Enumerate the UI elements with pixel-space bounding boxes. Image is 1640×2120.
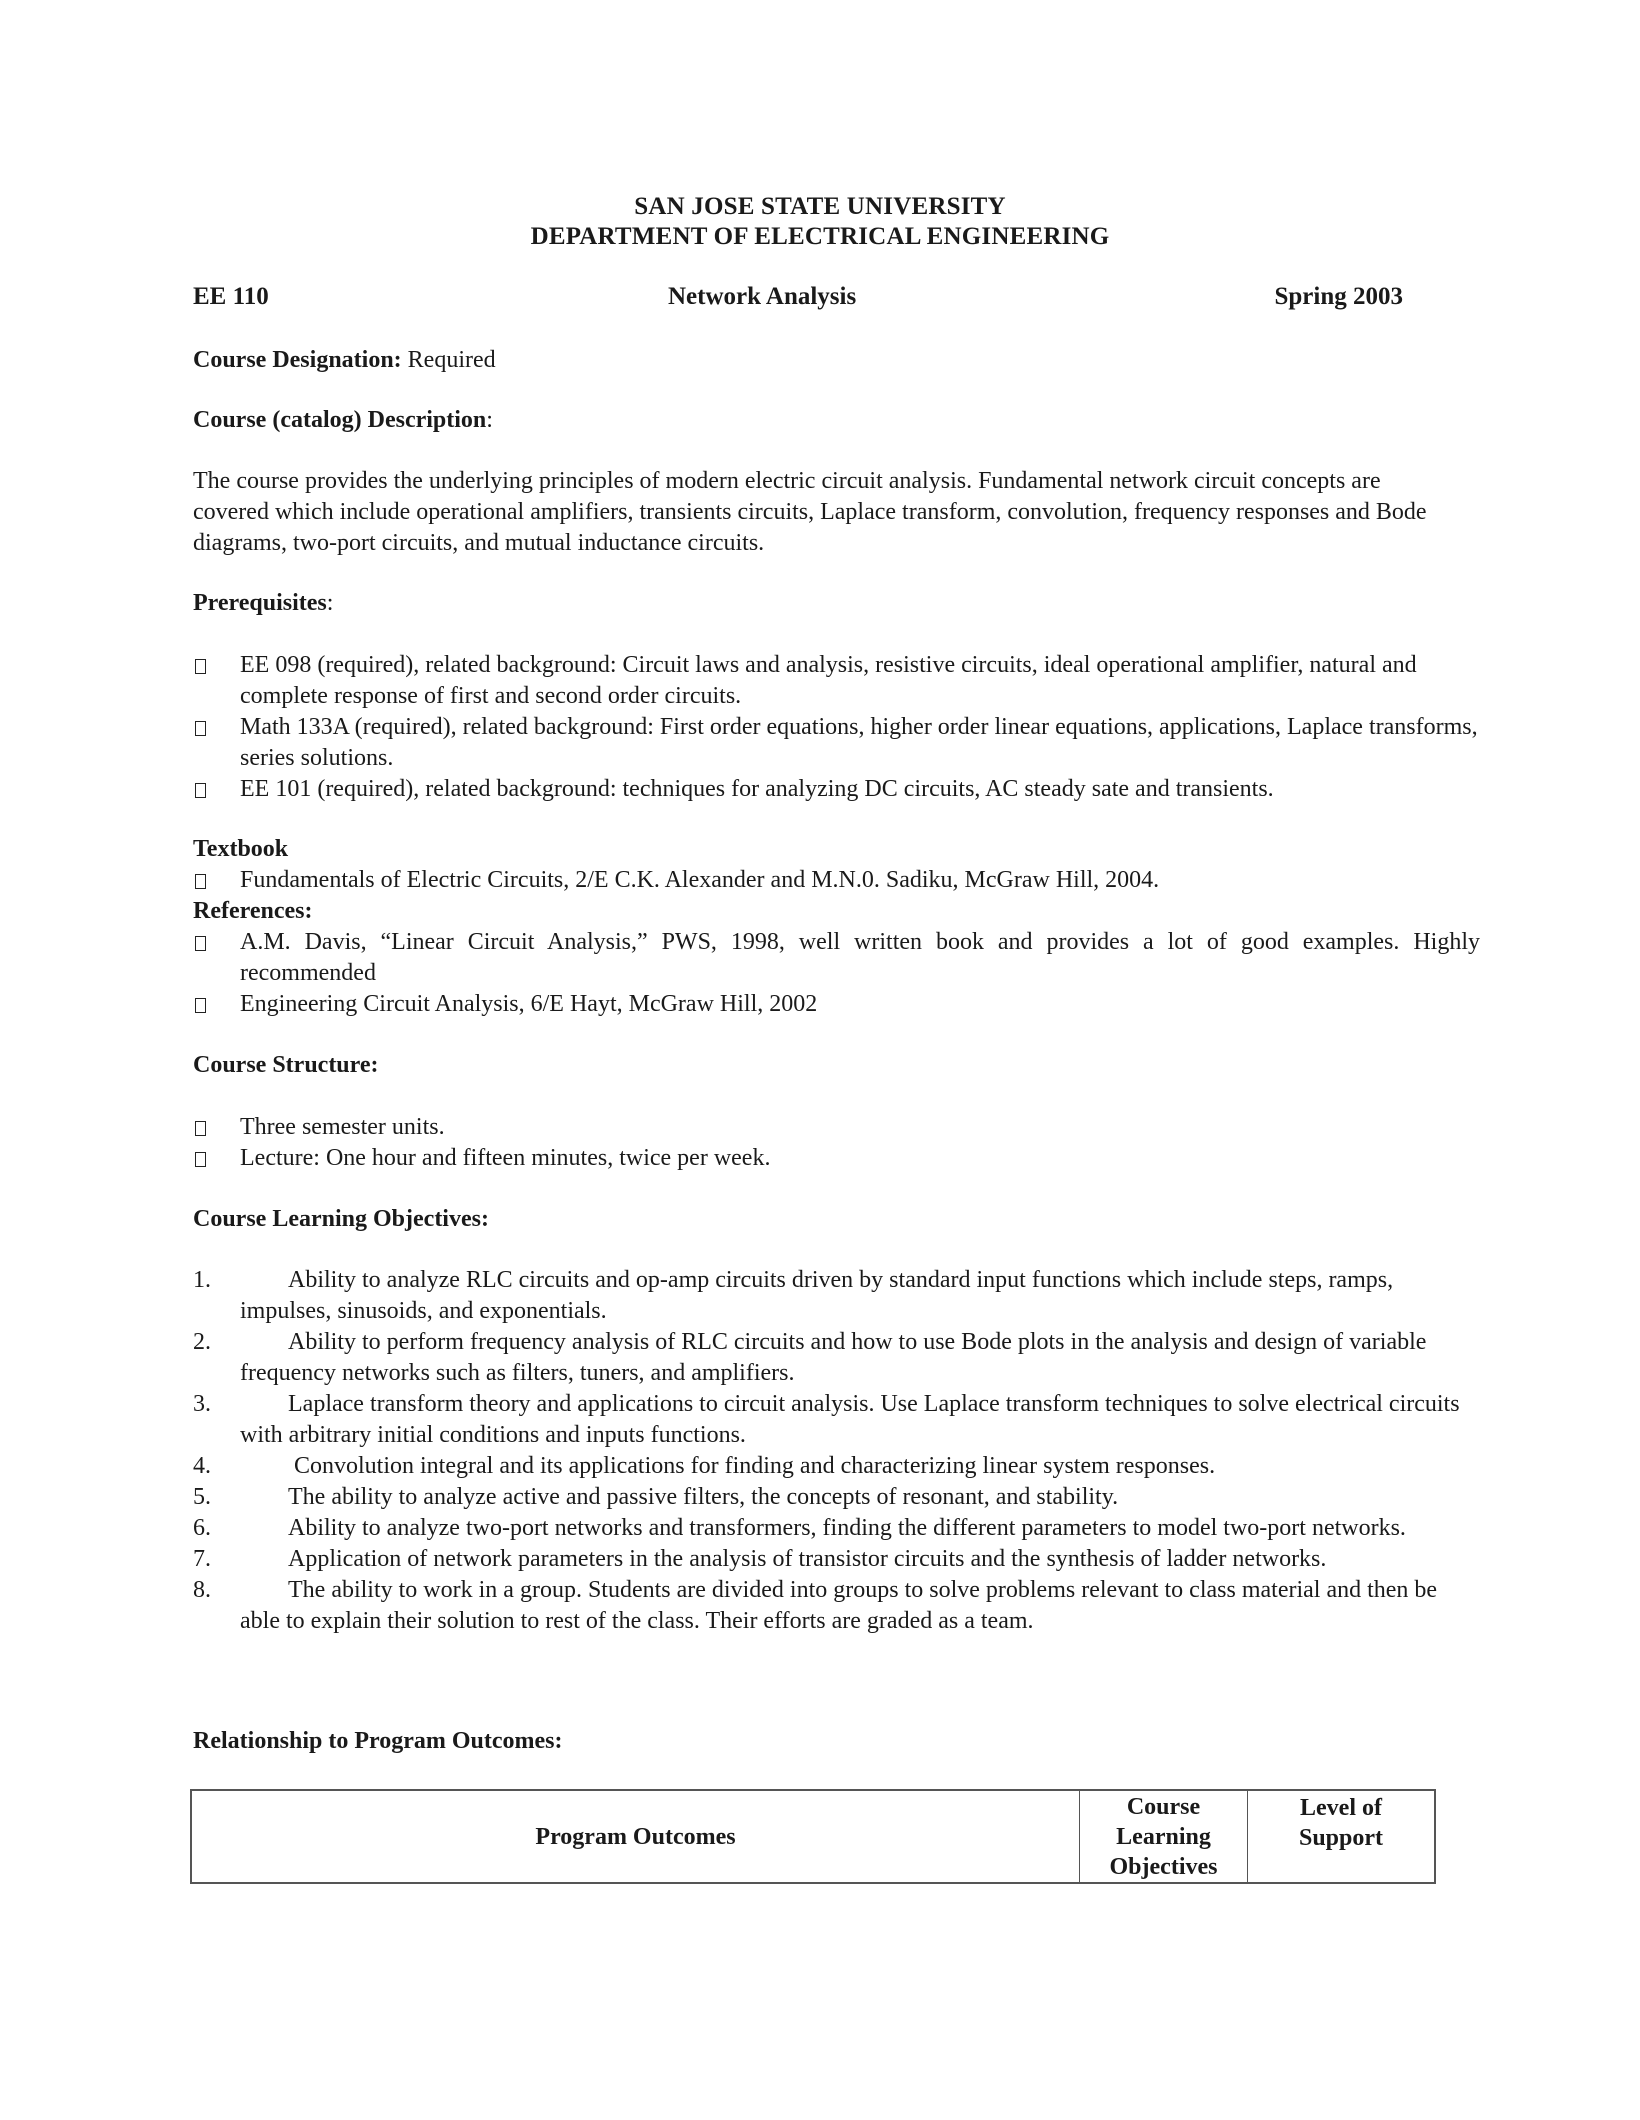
structure-heading: Course Structure: <box>193 1052 379 1078</box>
list-item <box>193 1482 1480 1513</box>
list-item <box>193 1143 1480 1174</box>
checkbox-bullet-icon <box>195 998 206 1013</box>
table-header-row <box>191 1790 1435 1883</box>
checkbox-bullet-icon <box>195 783 206 798</box>
level-of-support-header <box>1248 1790 1436 1883</box>
objectives-list <box>193 1265 1480 1637</box>
list-item-number: 3. <box>193 1391 211 1417</box>
header-line: Support <box>1298 1825 1384 1851</box>
course-term: Spring 2003 <box>1274 283 1403 310</box>
outcomes-heading: Relationship to Program Outcomes: <box>193 1728 563 1754</box>
course-objectives-header <box>1080 1790 1248 1883</box>
course-title: Network Analysis <box>668 283 857 310</box>
checkbox-bullet-icon <box>195 874 206 889</box>
list-item-text: A.M. Davis, “Linear Circuit Analysis,” PWS, 1998, well written book and provides a lot of good examples. Highly recommended <box>240 929 1480 986</box>
checkbox-bullet-icon <box>195 1152 206 1167</box>
header-line: Course <box>1126 1793 1201 1820</box>
list-item <box>193 865 1480 896</box>
university-name: SAN JOSE STATE UNIVERSITY <box>634 193 1006 220</box>
list-item-number: 5. <box>193 1484 211 1510</box>
course-code: EE 110 <box>193 283 269 310</box>
list-item-number: 4. <box>193 1453 211 1479</box>
list-item <box>193 1451 1480 1482</box>
list-item-text: Lecture: One hour and fifteen minutes, twice per week. <box>240 1145 771 1171</box>
description-text: The course provides the underlying principles of modern electric circuit analysis. Fundamental network circuit concepts are covered which include operational amplifiers, transients circuits, Laplace transform, convolution, frequency responses and Bode diagrams, two-port circuits, and mutual inductance circuits. <box>193 468 1427 556</box>
outcomes-table <box>190 1789 1436 1884</box>
course-designation <box>193 345 496 376</box>
textbook-list <box>193 865 1480 896</box>
checkbox-bullet-icon <box>195 659 206 674</box>
header-line: Level of <box>1300 1795 1382 1821</box>
list-item-text: Fundamentals of Electric Circuits, 2/E C.K. Alexander and M.N.0. Sadiku, McGraw Hill, 2004. <box>240 867 1160 893</box>
list-item-number: 6. <box>193 1515 211 1541</box>
list-item-text: Ability to perform frequency analysis of RLC circuits and how to use Bode plots in the analysis and design of variable frequency networks such as filters, tuners, and amplifiers. <box>240 1329 1427 1386</box>
list-item-text: Laplace transform theory and applications to circuit analysis. Use Laplace transform techniques to solve electrical circuits with arbitrary initial conditions and inputs functions. <box>240 1391 1460 1448</box>
list-item <box>193 927 1480 989</box>
list-item <box>193 774 1480 805</box>
list-item-number: 7. <box>193 1546 211 1572</box>
prerequisites-colon: : <box>326 590 334 616</box>
prerequisites-heading <box>193 588 333 619</box>
designation-value: Required <box>401 347 496 373</box>
list-item <box>193 1575 1480 1637</box>
description-label: Course (catalog) Description <box>193 407 487 433</box>
checkbox-bullet-icon <box>195 1121 206 1136</box>
list-item-text: EE 098 (required), related background: Circuit laws and analysis, resistive circuits, ideal operational amplifier, natural and complete response of first and second order circuits. <box>240 652 1417 709</box>
list-item <box>193 1513 1480 1544</box>
list-item-text: The ability to work in a group. Students are divided into groups to solve problems relevant to class material and then be able to explain their solution to rest of the class. Their efforts are graded as a team. <box>240 1577 1438 1634</box>
list-item-text: Math 133A (required), related background: First order equations, higher order linear equations, applications, Laplace transforms, series solutions. <box>240 714 1478 771</box>
prerequisites-label: Prerequisites <box>193 590 327 616</box>
list-item-number: 8. <box>193 1577 211 1603</box>
list-item-text: EE 101 (required), related background: techniques for analyzing DC circuits, AC steady sate and transients. <box>240 776 1274 802</box>
list-item-text: Engineering Circuit Analysis, 6/E Hayt, McGraw Hill, 2002 <box>240 991 818 1017</box>
objectives-heading: Course Learning Objectives: <box>193 1206 489 1232</box>
description-heading <box>193 405 493 436</box>
list-item <box>193 1265 1480 1327</box>
list-item <box>193 1389 1480 1451</box>
list-item-number: 1. <box>193 1267 211 1293</box>
designation-label: Course Designation: <box>193 347 402 373</box>
list-item <box>193 650 1480 712</box>
list-item <box>193 1327 1480 1389</box>
list-item-text: Ability to analyze RLC circuits and op-amp circuits driven by standard input functions which include steps, ramps, impulses, sinusoids, and exponentials. <box>240 1267 1394 1324</box>
list-item <box>193 712 1480 774</box>
course-info-row <box>193 283 1403 317</box>
list-item-number: 2. <box>193 1329 211 1355</box>
list-item <box>193 1544 1480 1575</box>
list-item-text: The ability to analyze active and passive filters, the concepts of resonant, and stability. <box>288 1484 1119 1510</box>
list-item <box>193 989 1480 1020</box>
list-item-text: Ability to analyze two-port networks and transformers, finding the different parameters to model two-port networks. <box>288 1515 1406 1541</box>
program-outcomes-header: Program Outcomes <box>191 1790 1080 1883</box>
list-item-text: Convolution integral and its applications for finding and characterizing linear system responses. <box>288 1453 1216 1479</box>
prerequisites-list <box>193 650 1480 805</box>
textbook-heading: Textbook <box>193 836 289 862</box>
department-name: DEPARTMENT OF ELECTRICAL ENGINEERING <box>530 223 1110 250</box>
checkbox-bullet-icon <box>195 721 206 736</box>
references-heading: References: <box>193 898 313 924</box>
header-line: Learning <box>1116 1823 1211 1850</box>
checkbox-bullet-icon <box>195 936 206 951</box>
structure-list <box>193 1112 1480 1174</box>
list-item-text: Three semester units. <box>240 1114 445 1140</box>
description-colon: : <box>486 407 493 433</box>
header-line: Objectives <box>1109 1853 1218 1880</box>
references-list <box>193 927 1480 1020</box>
list-item-text: Application of network parameters in the analysis of transistor circuits and the synthesis of ladder networks. <box>288 1546 1327 1572</box>
list-item <box>193 1112 1480 1143</box>
